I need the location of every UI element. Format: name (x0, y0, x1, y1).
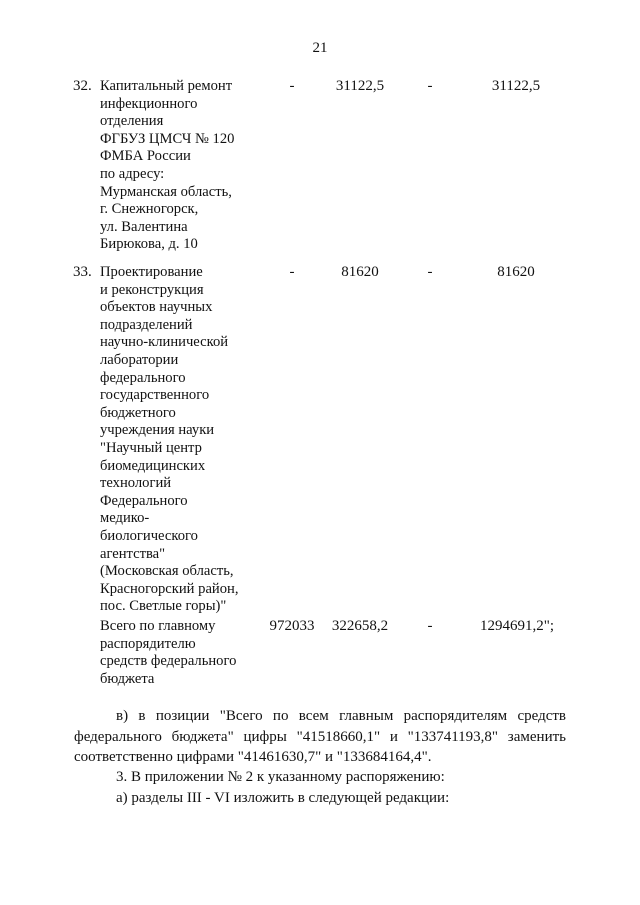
description-line: федерального (100, 369, 186, 386)
row-description (100, 618, 260, 688)
description-line: биологического (100, 527, 198, 544)
description-line: учреждения науки (100, 422, 215, 439)
description-line: (Московская область, (100, 563, 234, 580)
paragraph-a: а) разделы III - VI изложить в следующей редакции: (116, 790, 450, 806)
description-line: Мурманская область, (100, 183, 232, 200)
row-number: 32. (73, 78, 92, 94)
description-line: распорядителю (100, 635, 196, 652)
description-line: бюджета (100, 670, 155, 687)
cell-col3: - (427, 78, 433, 94)
description-line: пос. Светлые горы)" (100, 598, 227, 615)
cell-col4: 31122,5 (491, 78, 541, 94)
description-line: средств федерального (100, 653, 237, 670)
description-line: отделения (100, 113, 164, 130)
description-line: государственного (100, 387, 210, 404)
description-line: объектов научных (100, 299, 213, 316)
paragraph-3: 3. В приложении № 2 к указанному распоряжению: (116, 769, 445, 785)
description-line: по адресу: (100, 165, 165, 182)
cell-col3: - (427, 264, 433, 280)
description-line: ФГБУЗ ЦМСЧ № 120 (100, 130, 235, 147)
row-number: 33. (73, 264, 92, 280)
description-line: ул. Валентина (100, 218, 188, 235)
description-line: подразделений (100, 316, 193, 333)
description-line: Красногорский район, (100, 580, 239, 597)
cell-col2: 31122,5 (335, 78, 385, 94)
row-description (100, 78, 260, 254)
description-line: лаборатории (100, 351, 179, 368)
cell-col1: - (289, 78, 295, 94)
paragraph-v (74, 706, 566, 768)
description-line: ФМБА России (100, 148, 191, 165)
description-line: Бирюкова, д. 10 (100, 236, 198, 253)
page-number: 21 (312, 40, 328, 56)
description-line: Капитальный ремонт (100, 78, 233, 94)
description-line: г. Снежногорск, (100, 201, 199, 218)
cell-col3: - (427, 618, 433, 634)
description-line: технологий (100, 475, 172, 492)
paragraph-line: федерального бюджета" цифры "41518660,1" и "133741193,8" заменить (74, 728, 566, 745)
cell-col2: 81620 (341, 264, 379, 280)
paragraph-line: соответственно цифрами "41461630,7" и "133684164,4". (74, 749, 432, 765)
description-line: агентства" (100, 545, 166, 562)
cell-col1: - (289, 264, 295, 280)
cell-col4: 81620 (497, 264, 535, 280)
description-line: Проектирование (100, 264, 203, 280)
description-line: и реконструкция (100, 281, 204, 298)
cell-col2: 322658,2 (331, 618, 389, 634)
paragraph-line: в) в позиции "Всего по всем главным распорядителям средств (116, 708, 566, 724)
description-line: медико- (100, 510, 150, 527)
description-line: Всего по главному (100, 618, 216, 634)
description-line: научно-клинической (100, 334, 229, 351)
cell-col4: 1294691,2"; (480, 618, 555, 634)
cell-col1: 972033 (269, 618, 315, 634)
description-line: биомедицинских (100, 457, 206, 474)
description-line: Федерального (100, 492, 188, 509)
description-line: бюджетного (100, 404, 176, 421)
description-line: "Научный центр (100, 439, 202, 456)
description-line: инфекционного (100, 95, 198, 112)
row-description (100, 264, 260, 616)
